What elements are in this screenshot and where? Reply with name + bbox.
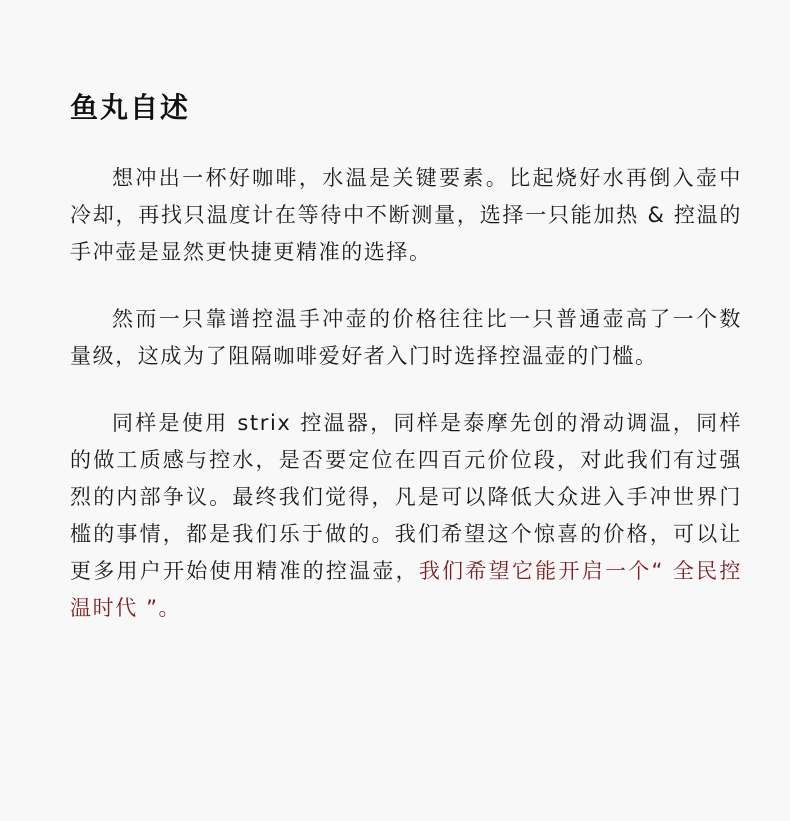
paragraph-water-temperature: 想冲出一杯好咖啡，水温是关键要素。比起烧好水再倒入壶中冷却，再找只温度计在等待中不断测量，选择一只能加热 & 控温的手冲壶是显然更快捷更精准的选择。 bbox=[70, 166, 742, 264]
paragraph-pricing-decision bbox=[70, 405, 742, 627]
highlight-slogan: 我们希望它能开启一个“ 全民控温时代 ”。 bbox=[70, 559, 743, 620]
paragraph-pricing-text: 同样是使用 strix 控温器，同样是泰摩先创的滑动调温，同样的做工质感与控水，是否要定位在四百元价位段，对此我们有过强烈的内部争议。最终我们觉得，凡是可以降低大众进入手冲世界门槛的事情，都是我们乐于做的。我们希望这个惊喜的价格，可以让更多用户开始使用精准的控温壶， bbox=[70, 411, 742, 583]
article-title: 鱼丸自述 bbox=[70, 91, 191, 124]
paragraph-price-barrier: 然而一只靠谱控温手冲壶的价格往往比一只普通壶高了一个数量级，这成为了阻隔咖啡爱好者入门时选择控温壶的门槛。 bbox=[70, 307, 742, 368]
